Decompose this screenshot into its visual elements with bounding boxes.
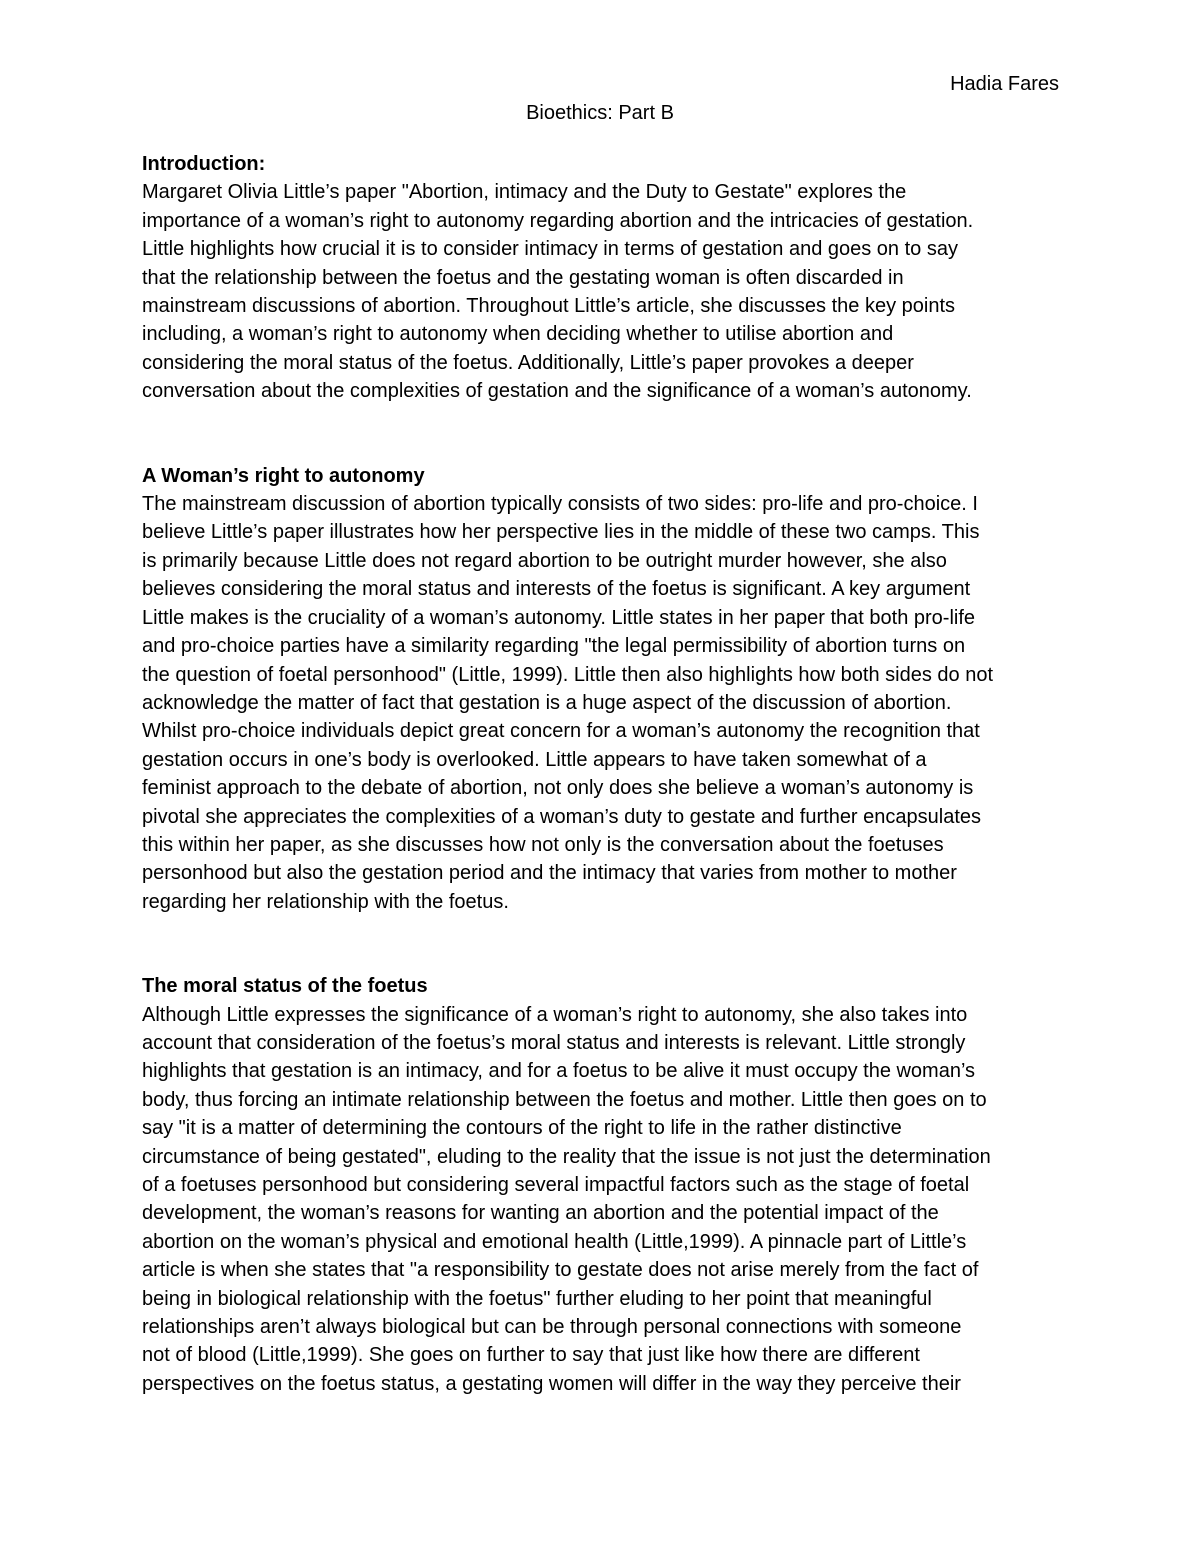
paragraph-line: relationships aren’t always biological but can be through personal connections with someone [142,1316,962,1339]
paragraph-line: not of blood (Little,1999). She goes on further to say that just like how there are different [142,1344,920,1367]
paragraph-line: say "it is a matter of determining the contours of the right to life in the rather distinctive [142,1117,902,1140]
paragraph-line: circumstance of being gestated", eluding to the reality that the issue is not just the determination [142,1145,991,1168]
paragraph-line: account that consideration of the foetus’s moral status and interests is relevant. Little strongly [142,1031,966,1054]
section-paragraph [142,490,1067,916]
section-heading: The moral status of the foetus [142,975,428,998]
document-body [142,150,1067,1398]
paragraph-line: the question of foetal personhood" (Little, 1999). Little then also highlights how both sides do not [142,663,994,686]
paragraph-line: importance of a woman’s right to autonomy regarding abortion and the intricacies of gestation. [142,209,974,232]
paragraph-line: Margaret Olivia Little’s paper "Abortion, intimacy and the Duty to Gestate" explores the [142,181,907,204]
paragraph-line: feminist approach to the debate of abortion, not only does she believe a woman’s autonomy is [142,777,974,800]
section-introduction [142,150,1067,406]
section-heading: A Woman’s right to autonomy [142,464,425,487]
paragraph-line: Little highlights how crucial it is to consider intimacy in terms of gestation and goes on to say [142,238,958,261]
paragraph-line: personhood but also the gestation period and the intimacy that varies from mother to mother [142,862,957,885]
paragraph-line: and pro-choice parties have a similarity regarding "the legal permissibility of abortion turns on [142,635,966,658]
author-name: Hadia Fares [950,73,1059,95]
paragraph-line: acknowledge the matter of fact that gestation is a huge aspect of the discussion of abortion. [142,691,952,714]
paragraph-line: highlights that gestation is an intimacy, and for a foetus to be alive it must occupy the woman’s [142,1060,976,1083]
paragraph-line: article is when she states that "a responsibility to gestate does not arise merely from the fact of [142,1259,979,1282]
section-paragraph [142,1001,1067,1399]
section-paragraph [142,178,1067,405]
paragraph-line: The mainstream discussion of abortion typically consists of two sides: pro-life and pro-choice. I [142,493,978,516]
paragraph-line: body, thus forcing an intimate relationship between the foetus and mother. Little then goes on to [142,1088,987,1111]
paragraph-line: being in biological relationship with the foetus" further eluding to her point that meaningful [142,1287,932,1310]
paragraph-line: abortion on the woman’s physical and emotional health (Little,1999). A pinnacle part of Little’s [142,1230,967,1253]
section-womans-right-to-autonomy [142,462,1067,917]
paragraph-line: perspectives on the foetus status, a gestating women will differ in the way they perceive their [142,1372,961,1395]
paragraph-line: gestation occurs in one’s body is overlooked. Little appears to have taken somewhat of a [142,748,927,771]
paragraph-line: including, a woman’s right to autonomy when deciding whether to utilise abortion and [142,323,894,346]
paragraph-line: this within her paper, as she discusses how not only is the conversation about the foetuses [142,833,944,856]
paragraph-line: believe Little’s paper illustrates how her perspective lies in the middle of these two camps. This [142,521,980,544]
paragraph-line: mainstream discussions of abortion. Throughout Little’s article, she discusses the key points [142,295,956,318]
paragraph-line: believes considering the moral status and interests of the foetus is significant. A key argument [142,578,971,601]
section-heading: Introduction: [142,153,266,175]
paragraph-line: Whilst pro-choice individuals depict great concern for a woman’s autonomy the recognition that [142,720,980,743]
paragraph-line: conversation about the complexities of gestation and the significance of a woman’s autonomy. [142,380,972,403]
paragraph-line: pivotal she appreciates the complexities of a woman’s duty to gestate and further encapsulates [142,805,982,828]
paragraph-line: considering the moral status of the foetus. Additionally, Little’s paper provokes a deeper [142,351,914,374]
section-moral-status-of-foetus [142,972,1067,1398]
paragraph-line: development, the woman’s reasons for wanting an abortion and the potential impact of the [142,1202,939,1225]
document-title: Bioethics: Part B [526,102,674,124]
paragraph-line: that the relationship between the foetus and the gestating woman is often discarded in [142,266,904,289]
paragraph-line: Little makes is the cruciality of a woman’s autonomy. Little states in her paper that both pro-life [142,606,976,629]
paragraph-line: is primarily because Little does not regard abortion to be outright murder however, she also [142,549,947,572]
paragraph-line: Although Little expresses the significance of a woman’s right to autonomy, she also takes into [142,1003,968,1026]
paragraph-line: of a foetuses personhood but considering several impactful factors such as the stage of foetal [142,1174,970,1196]
paragraph-line: regarding her relationship with the foetus. [142,890,509,913]
